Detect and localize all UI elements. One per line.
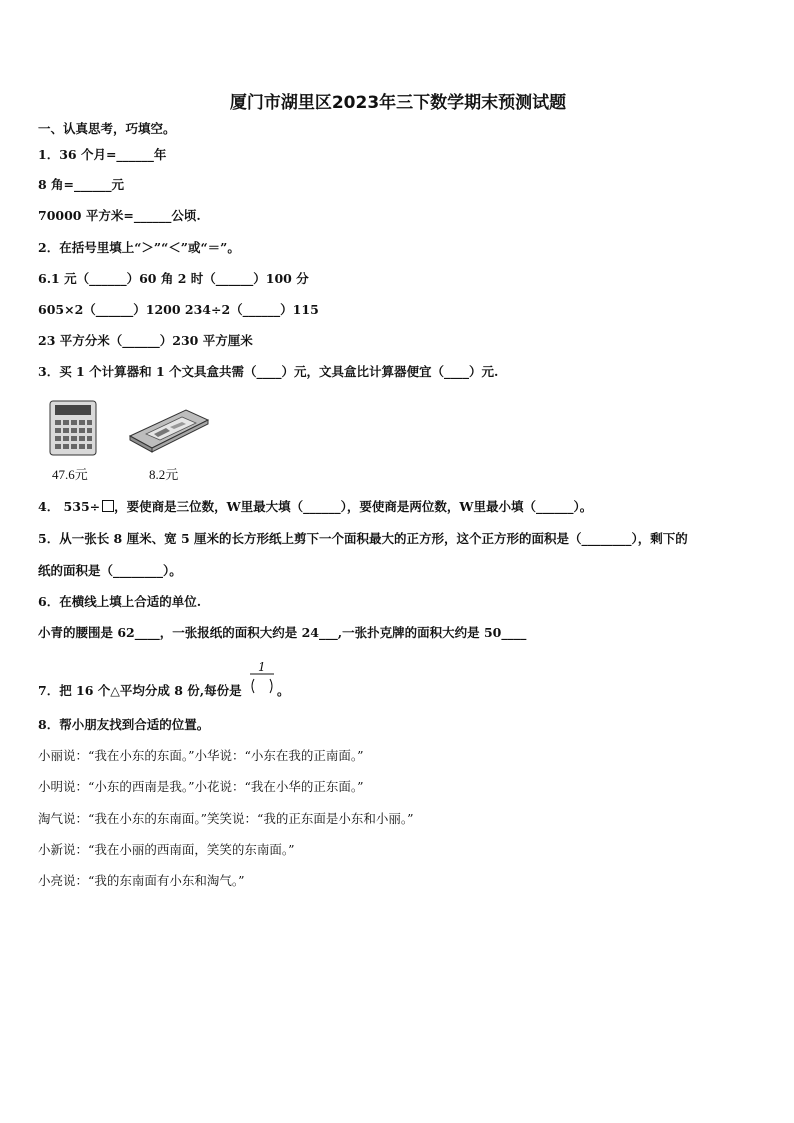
fraction-bar [248, 673, 276, 698]
q5-line1: 5．从一张长 8 厘米、宽 5 厘米的长方形纸上剪下一个面积最大的正方形，这个正方形的面积是（________），剩下的 [38, 531, 688, 546]
q2-line3: 23 平方分米（______）230 平方厘米 [38, 333, 253, 348]
q6-line1: 小青的腰围是 62____，一张报纸的面积大约是 24___,一张扑克牌的面积大约是 50____ [38, 625, 527, 640]
calculator-image [48, 399, 98, 460]
q8-line: 小明说：“小东的西南是我。”小花说：“我在小华的正东面。” [38, 779, 364, 794]
q6-stem: 6．在横线上填上合适的单位. [38, 594, 202, 609]
q8-line: 淘气说：“我在小东的东南面。”笑笑说：“我的正东面是小东和小丽。” [38, 811, 414, 826]
q1-line2: 8 角=______元 [38, 177, 125, 192]
pencil-box-image [126, 406, 210, 457]
q8-line: 小亮说：“我的东南面有小东和淘气。” [38, 873, 245, 888]
q1-line1: 1．36 个月=______年 [38, 147, 167, 162]
q1-line3: 70000 平方米=______公顷. [38, 208, 201, 223]
q7-stem: 7．把 16 个△平均分成 8 份,每份是 [38, 683, 242, 698]
pencil-box-price: 8.2元 [149, 467, 179, 482]
q4-stem [38, 499, 592, 515]
q8-line: 小新说：“我在小丽的西南面，笑笑的东南面。” [38, 842, 295, 857]
q8-stem: 8．帮小朋友找到合适的位置。 [38, 717, 210, 732]
page-title: 厦门市湖里区2023年三下数学期末预测试题 [229, 93, 567, 113]
q7-tail: 。 [277, 683, 290, 698]
q3-stem: 3．买 1 个计算器和 1 个文具盒共需（____）元，文具盒比计算器便宜（____）元. [38, 364, 499, 379]
q2-stem: 2．在括号里填上“＞”“＜”或“＝”。 [38, 240, 240, 255]
q4-stem-end: ，要使商是三位数，W里最大填（______），要使商是两位数，W里最小填（______）。 [114, 499, 593, 514]
q5-line2: 纸的面积是（________）。 [38, 563, 182, 578]
blank-square-icon [102, 500, 114, 512]
calculator-price: 47.6元 [52, 467, 88, 482]
section-heading: 一、认真思考，巧填空。 [38, 121, 176, 136]
q2-line2: 605×2（______）1200 234÷2（______）115 [38, 302, 319, 317]
fraction-numerator: 1 [258, 660, 266, 674]
q4-stem-start: 4． 535÷ [38, 499, 101, 514]
q8-line: 小丽说：“我在小东的东面。”小华说：“小东在我的正南面。” [38, 748, 364, 763]
q2-line1: 6.1 元（______）60 角 2 时（______）100 分 [38, 271, 309, 286]
